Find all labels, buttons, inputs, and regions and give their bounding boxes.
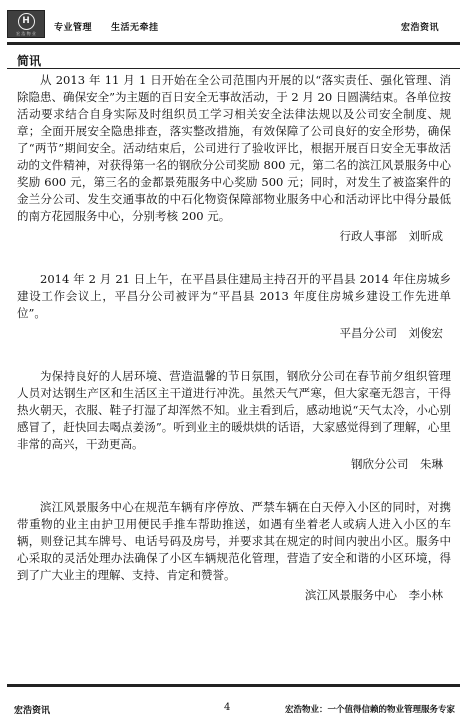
article-body: 为保持良好的人居环境、营造温馨的节日氛围，钢欣分公司在春节前夕组织管理人员对达钢生产区和生活区主干道进行冲洗。虽然天气严寒，但大家毫无怨言，干得热火朝天，衣服、鞋子打湿了却浑然不知。业主看到后，感动地说“天气太冷，小心别感冒了，赶快回去喝点姜汤”。听到业主的暖烘烘的话语，大家感觉得到了理解，心里非常的高兴，干劲更高。	[17, 369, 451, 451]
footer-slogan: 宏浩物业：一个值得信赖的物业管理服务专家	[284, 705, 455, 715]
company-logo	[7, 10, 45, 38]
article-signature: 滨江风景服务中心 李小林	[305, 588, 443, 602]
logo-text: 宏 浩 物 业	[16, 30, 36, 36]
section-rule	[7, 68, 460, 69]
page-number: 4	[224, 702, 231, 713]
section-title: 简讯	[17, 54, 42, 68]
article-list	[17, 72, 451, 604]
article	[17, 271, 451, 342]
article	[17, 72, 451, 245]
article-body: 滨江风景服务中心在规范车辆有序停放、严禁车辆在白天停入小区的同时，对携带重物的业主由护卫用便民手推车帮助推送，如遇有坐着老人或病人进入小区的车辆，则登记其车牌号、电话号码及房号，并要求其在规定的时间内驶出小区。服务中心采取的灵活处理办法确保了小区车辆规范化管理，营造了安全和谐的小区环境，得到了广大业主的理解、支持、肯定和赞誉。	[17, 500, 451, 582]
article-signature: 钢欣分公司 朱琳	[351, 457, 443, 471]
header-tagline: 专业管理 生活无牵挂	[54, 23, 159, 33]
footer-publication-title: 宏浩资讯	[14, 706, 51, 716]
logo-mark: H	[18, 13, 35, 30]
page-header	[0, 0, 467, 46]
article-body: 2014 年 2 月 21 日上午，在平昌县住建局主持召开的平昌县 2014 年住房城乡建设工作会议上，平昌分公司被评为“平昌县 2013 年度住房城乡建设工作先进单位”。	[17, 272, 451, 320]
article-body: 从 2013 年 11 月 1 日开始在全公司范围内开展的以“落实责任、强化管理、消除隐患、确保安全”为主题的百日安全无事故活动，于 2 月 20 日圆满结束。各单位按活动要求结合自身实际及时组织员工学习相关安全法律法规以及公司安全制度、规章；全面开展安全隐患排查，落实整改措施，有效保障了公司良好的安全形势，确保了“两节”期间安全。活动结束后，公司进行了验收评比，根据开展百日安全无事故活动的文件精神，对获得第一名的钢欣分公司奖励 800 元，第二名的滨江风景服务中心奖励 600 元，第三名的金都景苑服务中心奖励 500 元；同时，对发生了被盗案件的金兰分公司、发生交通事故的中石化物资保障部物业服务中心和活动评比中得分最低的南方花园服务中心，分别考核 200 元。	[17, 73, 451, 223]
page-footer	[0, 681, 467, 721]
article	[17, 368, 451, 473]
article-signature: 行政人事部 刘昕成	[339, 229, 443, 243]
header-publication-title: 宏浩资讯	[400, 23, 439, 33]
article	[17, 499, 451, 604]
header-rule	[7, 42, 460, 45]
article-signature: 平昌分公司 刘俊宏	[339, 326, 443, 340]
